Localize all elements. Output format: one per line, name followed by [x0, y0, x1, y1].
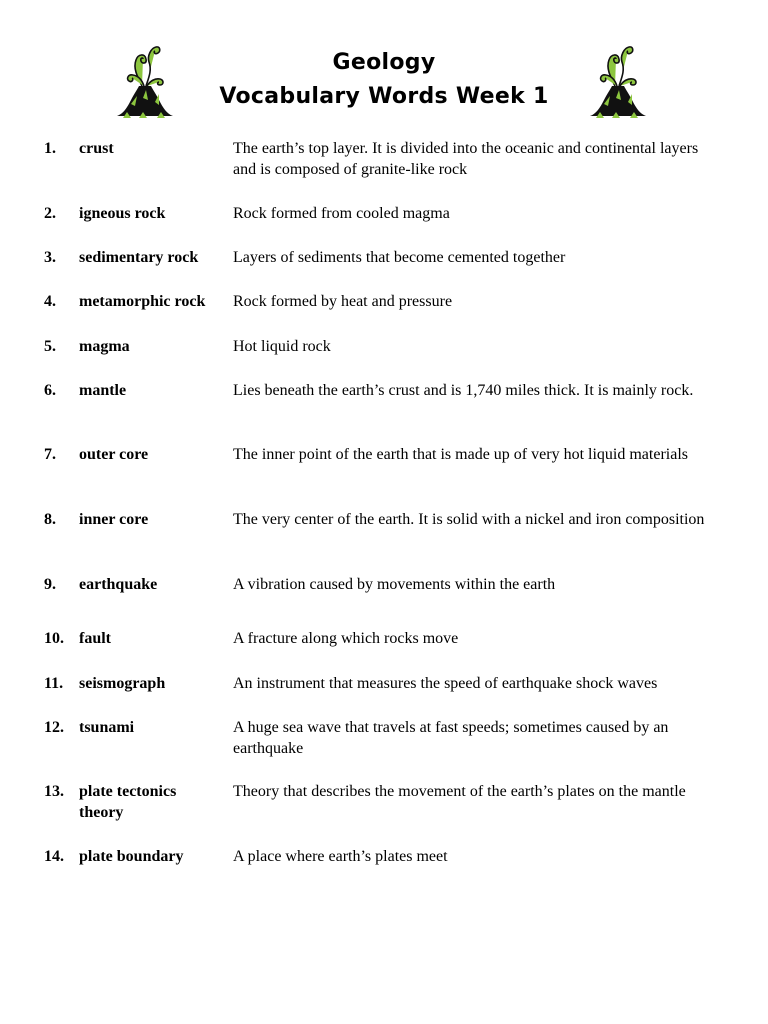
item-definition: Lies beneath the earth’s crust and is 1,740 miles thick. It is mainly rock.	[233, 382, 694, 399]
item-number: 7.	[44, 446, 56, 463]
item-number: 1.	[44, 140, 56, 157]
item-definition: Theory that describes the movement of the earth’s plates on the mantle	[233, 783, 686, 800]
item-number: 11.	[44, 675, 64, 692]
item-definition: A vibration caused by movements within the earth	[233, 576, 556, 593]
item-term: earthquake	[79, 576, 158, 593]
item-number: 12.	[44, 719, 64, 736]
item-term: mantle	[79, 382, 127, 399]
item-number: 13.	[44, 783, 64, 800]
item-number: 10.	[44, 630, 64, 647]
item-number: 14.	[44, 848, 64, 865]
item-definition: Layers of sediments that become cemented together	[233, 249, 566, 266]
item-definition: A place where earth’s plates meet	[233, 848, 448, 865]
item-term: magma	[79, 338, 130, 355]
item-definition: A fracture along which rocks move	[233, 630, 459, 647]
item-term: outer core	[79, 446, 149, 463]
item-number: 9.	[44, 576, 56, 593]
page-title: Geology	[332, 50, 436, 75]
item-definition: Rock formed from cooled magma	[233, 205, 450, 222]
item-definition: A huge sea wave that travels at fast speeds; sometimes caused by an earthquake	[233, 719, 669, 757]
item-definition: The inner point of the earth that is made up of very hot liquid materials	[233, 446, 688, 463]
item-term: tsunami	[79, 719, 135, 736]
item-term: plate boundary	[79, 848, 184, 865]
item-number: 8.	[44, 511, 56, 528]
item-term: plate tectonics theory	[79, 783, 177, 821]
item-number: 2.	[44, 205, 56, 222]
item-term: igneous rock	[79, 205, 166, 222]
item-term: seismograph	[79, 675, 166, 692]
item-definition: Rock formed by heat and pressure	[233, 293, 453, 310]
item-term: sedimentary rock	[79, 249, 199, 266]
item-definition: The very center of the earth. It is solid with a nickel and iron composition	[233, 511, 705, 528]
item-term: metamorphic rock	[79, 293, 206, 310]
page-subtitle: Vocabulary Words Week 1	[219, 84, 549, 109]
item-term: inner core	[79, 511, 149, 528]
item-definition: The earth’s top layer. It is divided into the oceanic and continental layers and is composed of granite-like rock	[233, 140, 699, 178]
item-term: crust	[79, 140, 114, 157]
item-number: 5.	[44, 338, 56, 355]
item-definition: Hot liquid rock	[233, 338, 331, 355]
item-definition: An instrument that measures the speed of earthquake shock waves	[233, 675, 658, 692]
item-number: 6.	[44, 382, 56, 399]
item-number: 3.	[44, 249, 56, 266]
item-term: fault	[79, 630, 111, 647]
item-number: 4.	[44, 293, 56, 310]
